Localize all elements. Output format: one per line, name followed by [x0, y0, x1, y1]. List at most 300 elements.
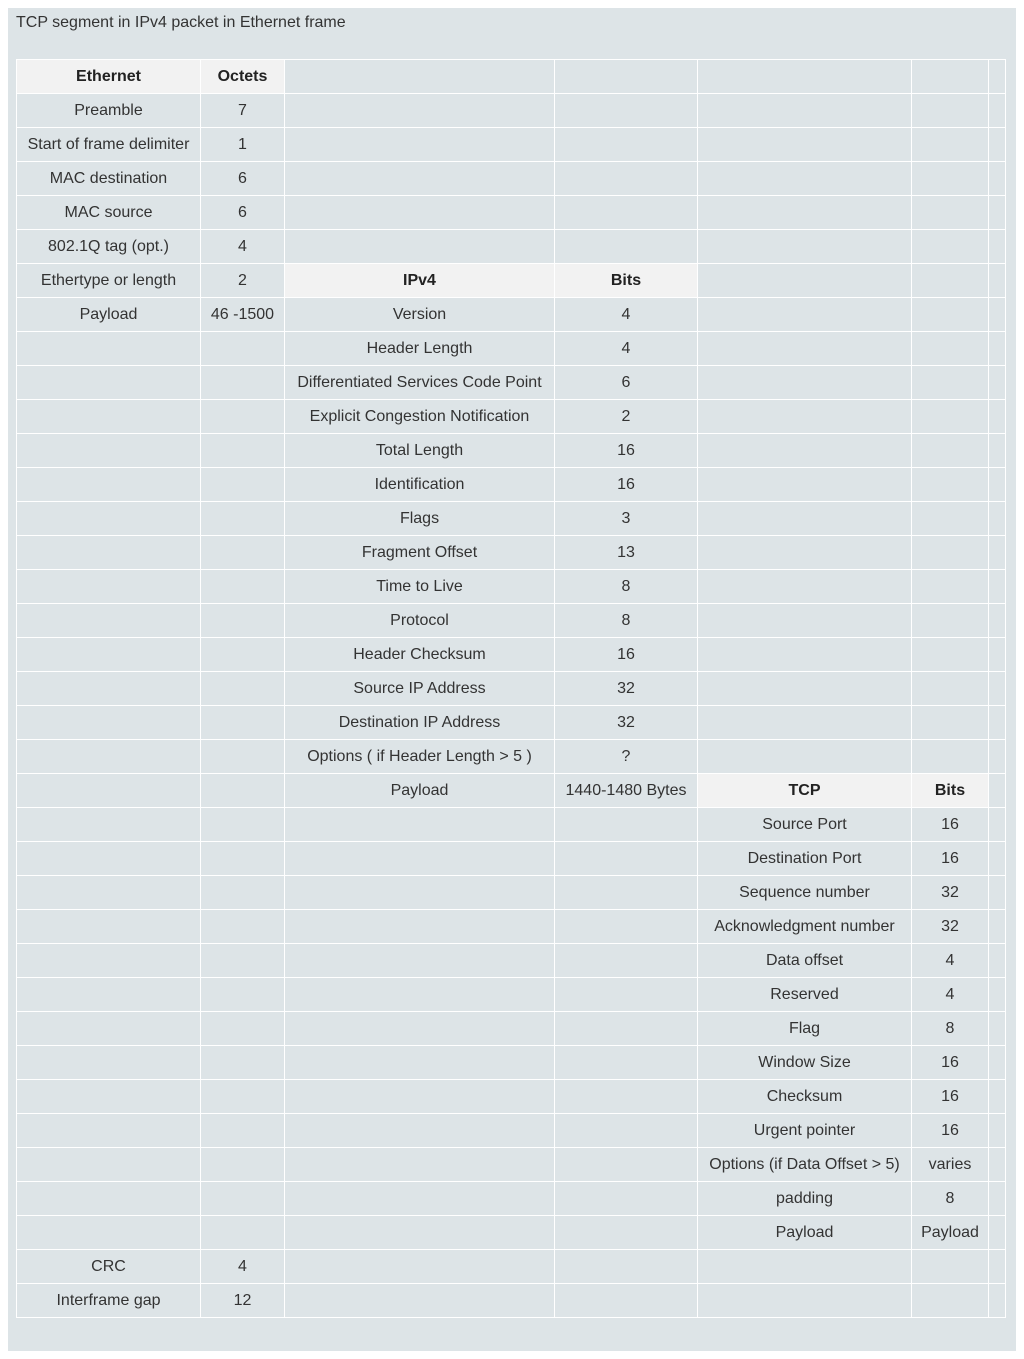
table-header-cell: Octets: [201, 60, 285, 94]
table-cell: Checksum: [698, 1080, 912, 1114]
table-cell: [989, 264, 1006, 298]
table-cell: [989, 1148, 1006, 1182]
table-cell: [555, 842, 698, 876]
table-cell: [698, 1284, 912, 1318]
table-cell: [989, 876, 1006, 910]
table-cell: [285, 944, 555, 978]
table-cell: [201, 400, 285, 434]
table-row: [17, 468, 1006, 502]
table-cell: [989, 1284, 1006, 1318]
table-cell: [555, 1114, 698, 1148]
table-cell: 2: [555, 400, 698, 434]
table-cell: [989, 128, 1006, 162]
table-row: [17, 366, 1006, 400]
table-cell: [912, 706, 989, 740]
table-cell: Destination IP Address: [285, 706, 555, 740]
table-cell: [17, 434, 201, 468]
table-cell: [912, 94, 989, 128]
table-cell: [912, 298, 989, 332]
table-cell: [989, 94, 1006, 128]
table-cell: 3: [555, 502, 698, 536]
table-cell: Data offset: [698, 944, 912, 978]
table-cell: [555, 1284, 698, 1318]
table-cell: 32: [912, 910, 989, 944]
table-cell: [285, 978, 555, 1012]
table-cell: [17, 604, 201, 638]
table-row: [17, 944, 1006, 978]
table-cell: [17, 1216, 201, 1250]
table-cell: [285, 1216, 555, 1250]
table-row: [17, 60, 1006, 94]
table-cell: 4: [201, 230, 285, 264]
table-cell: Window Size: [698, 1046, 912, 1080]
table-header-cell: Ethernet: [17, 60, 201, 94]
table-cell: [989, 706, 1006, 740]
table-cell: Payload: [698, 1216, 912, 1250]
table-cell: Total Length: [285, 434, 555, 468]
table-cell: [285, 1284, 555, 1318]
table-cell: Reserved: [698, 978, 912, 1012]
table-row: [17, 128, 1006, 162]
table-row: [17, 808, 1006, 842]
table-cell: [698, 502, 912, 536]
table-cell: [285, 910, 555, 944]
table-cell: [17, 536, 201, 570]
table-row: [17, 1250, 1006, 1284]
table-cell: [912, 740, 989, 774]
table-cell: 4: [201, 1250, 285, 1284]
table-row: [17, 162, 1006, 196]
table-cell: [698, 264, 912, 298]
table-cell: [912, 60, 989, 94]
table-cell: [698, 196, 912, 230]
table-cell: [17, 1012, 201, 1046]
table-cell: 4: [555, 298, 698, 332]
table-cell: [698, 1250, 912, 1284]
table-cell: Header Length: [285, 332, 555, 366]
table-cell: 6: [201, 196, 285, 230]
table-cell: Interframe gap: [17, 1284, 201, 1318]
table-cell: [698, 740, 912, 774]
table-row: [17, 400, 1006, 434]
table-cell: [17, 332, 201, 366]
table-row: [17, 196, 1006, 230]
table-cell: [17, 808, 201, 842]
table-cell: Preamble: [17, 94, 201, 128]
table-cell: [912, 162, 989, 196]
table-cell: [17, 366, 201, 400]
table-cell: Sequence number: [698, 876, 912, 910]
table-cell: [989, 1216, 1006, 1250]
table-cell: [698, 604, 912, 638]
table-cell: [285, 1080, 555, 1114]
table-cell: 8: [555, 604, 698, 638]
table-cell: [989, 400, 1006, 434]
table-cell: [201, 366, 285, 400]
table-cell: [285, 1114, 555, 1148]
table-row: [17, 230, 1006, 264]
table-cell: [989, 672, 1006, 706]
table-cell: [201, 1046, 285, 1080]
table-cell: Acknowledgment number: [698, 910, 912, 944]
table-cell: 1440-1480 Bytes: [555, 774, 698, 808]
table-cell: [698, 332, 912, 366]
table-cell: [555, 978, 698, 1012]
table-cell: [698, 162, 912, 196]
table-cell: [912, 400, 989, 434]
table-cell: 7: [201, 94, 285, 128]
table-cell: Header Checksum: [285, 638, 555, 672]
table-cell: [17, 1182, 201, 1216]
table-cell: Options (if Data Offset > 5): [698, 1148, 912, 1182]
table-cell: [989, 1046, 1006, 1080]
table-cell: ?: [555, 740, 698, 774]
table-cell: [912, 536, 989, 570]
table-cell: [201, 740, 285, 774]
table-row: [17, 1148, 1006, 1182]
table-cell: 16: [555, 434, 698, 468]
table-cell: 16: [912, 1114, 989, 1148]
table-cell: [285, 876, 555, 910]
table-cell: [285, 1250, 555, 1284]
table-cell: [698, 400, 912, 434]
table-cell: [201, 1012, 285, 1046]
table-row: [17, 1046, 1006, 1080]
table-cell: [989, 230, 1006, 264]
table-cell: [912, 366, 989, 400]
table-row: [17, 94, 1006, 128]
table-cell: 16: [912, 842, 989, 876]
table-cell: [17, 1080, 201, 1114]
table-cell: [201, 502, 285, 536]
table-cell: 802.1Q tag (opt.): [17, 230, 201, 264]
table-cell: [912, 502, 989, 536]
table-row: [17, 298, 1006, 332]
table-cell: [989, 808, 1006, 842]
table-row: [17, 706, 1006, 740]
table-cell: Fragment Offset: [285, 536, 555, 570]
table-cell: Start of frame delimiter: [17, 128, 201, 162]
table-cell: varies: [912, 1148, 989, 1182]
table-cell: 6: [555, 366, 698, 400]
table-cell: 16: [912, 808, 989, 842]
table-cell: [989, 570, 1006, 604]
table-cell: [17, 842, 201, 876]
table-cell: 8: [912, 1182, 989, 1216]
table-row: [17, 434, 1006, 468]
table-cell: [989, 536, 1006, 570]
table-cell: [201, 910, 285, 944]
table-cell: Time to Live: [285, 570, 555, 604]
table-cell: [989, 1114, 1006, 1148]
table-cell: [17, 978, 201, 1012]
table-cell: [555, 94, 698, 128]
table-cell: Destination Port: [698, 842, 912, 876]
table-row: [17, 264, 1006, 298]
table-cell: [989, 944, 1006, 978]
table-cell: Differentiated Services Code Point: [285, 366, 555, 400]
table-row: [17, 502, 1006, 536]
table-cell: [989, 468, 1006, 502]
table-cell: [912, 468, 989, 502]
table-cell: 16: [912, 1046, 989, 1080]
table-cell: [912, 604, 989, 638]
table-cell: [989, 638, 1006, 672]
table-cell: [698, 298, 912, 332]
table-cell: [201, 638, 285, 672]
table-cell: [201, 1148, 285, 1182]
table-cell: 16: [555, 468, 698, 502]
table-cell: [698, 672, 912, 706]
table-cell: [201, 808, 285, 842]
table-row: [17, 876, 1006, 910]
table-cell: [912, 1284, 989, 1318]
table-cell: [285, 842, 555, 876]
table-cell: [17, 944, 201, 978]
table-cell: Flags: [285, 502, 555, 536]
table-cell: [17, 1114, 201, 1148]
table-cell: [285, 128, 555, 162]
table-cell: [201, 672, 285, 706]
table-cell: [285, 1182, 555, 1216]
table-cell: [912, 434, 989, 468]
table-body: [17, 60, 1006, 1318]
table-row: [17, 774, 1006, 808]
table-cell: [201, 332, 285, 366]
table-row: [17, 842, 1006, 876]
table-cell: 32: [555, 706, 698, 740]
table-row: [17, 1216, 1006, 1250]
table-header-cell: Bits: [912, 774, 989, 808]
table-cell: [912, 638, 989, 672]
table-cell: [698, 60, 912, 94]
table-cell: 32: [555, 672, 698, 706]
table-cell: [698, 536, 912, 570]
table-cell: [17, 468, 201, 502]
table-cell: [555, 128, 698, 162]
table-cell: 16: [555, 638, 698, 672]
table-cell: [17, 740, 201, 774]
table-cell: [989, 196, 1006, 230]
table-cell: [698, 366, 912, 400]
table-cell: Payload: [912, 1216, 989, 1250]
table-cell: [201, 536, 285, 570]
table-cell: Urgent pointer: [698, 1114, 912, 1148]
table-cell: [698, 94, 912, 128]
table-cell: [285, 1148, 555, 1182]
table-cell: [555, 808, 698, 842]
table-cell: [989, 978, 1006, 1012]
table-cell: [17, 1148, 201, 1182]
table-cell: [555, 1250, 698, 1284]
table-cell: 6: [201, 162, 285, 196]
table-cell: [989, 162, 1006, 196]
table-cell: [17, 910, 201, 944]
table-cell: 46 -1500: [201, 298, 285, 332]
table-cell: 32: [912, 876, 989, 910]
table-cell: [912, 672, 989, 706]
table-cell: [201, 434, 285, 468]
table-row: [17, 332, 1006, 366]
table-row: [17, 570, 1006, 604]
table-cell: [989, 842, 1006, 876]
table-cell: MAC source: [17, 196, 201, 230]
table-cell: [989, 1250, 1006, 1284]
table-cell: [201, 1080, 285, 1114]
table-cell: [201, 774, 285, 808]
table-cell: Explicit Congestion Notification: [285, 400, 555, 434]
table-cell: Source Port: [698, 808, 912, 842]
table-cell: [989, 502, 1006, 536]
table-cell: [201, 1182, 285, 1216]
table-header-cell: IPv4: [285, 264, 555, 298]
table-cell: [989, 332, 1006, 366]
table-row: [17, 1114, 1006, 1148]
table-cell: Payload: [17, 298, 201, 332]
table-cell: 8: [912, 1012, 989, 1046]
table-cell: [555, 1148, 698, 1182]
table-cell: [989, 298, 1006, 332]
table-cell: [555, 162, 698, 196]
table-cell: 4: [912, 944, 989, 978]
table-cell: [989, 604, 1006, 638]
table-cell: [285, 162, 555, 196]
table-row: [17, 638, 1006, 672]
table-cell: [17, 774, 201, 808]
table-cell: [201, 876, 285, 910]
table-cell: 8: [555, 570, 698, 604]
table-cell: Source IP Address: [285, 672, 555, 706]
table-header-cell: Bits: [555, 264, 698, 298]
table-row: [17, 1012, 1006, 1046]
table-cell: [989, 740, 1006, 774]
table-cell: 2: [201, 264, 285, 298]
table-cell: [555, 910, 698, 944]
table-cell: [989, 1182, 1006, 1216]
table-cell: Ethertype or length: [17, 264, 201, 298]
table-cell: 13: [555, 536, 698, 570]
table-cell: [698, 230, 912, 264]
table-cell: [555, 1216, 698, 1250]
frame-structure-table: [16, 59, 1006, 1318]
table-cell: Flag: [698, 1012, 912, 1046]
table-cell: [201, 978, 285, 1012]
table-row: [17, 1182, 1006, 1216]
table-row: [17, 672, 1006, 706]
table-cell: [698, 128, 912, 162]
table-cell: [912, 332, 989, 366]
table-cell: [17, 400, 201, 434]
table-cell: [989, 60, 1006, 94]
table-cell: 1: [201, 128, 285, 162]
table-cell: [989, 434, 1006, 468]
table-cell: [17, 570, 201, 604]
table-row: [17, 604, 1006, 638]
table-cell: [555, 876, 698, 910]
table-row: [17, 1080, 1006, 1114]
table-cell: [912, 570, 989, 604]
table-cell: [555, 1012, 698, 1046]
table-row: [17, 536, 1006, 570]
table-cell: [201, 1216, 285, 1250]
table-cell: [285, 808, 555, 842]
table-cell: [555, 230, 698, 264]
table-cell: [201, 1114, 285, 1148]
table-cell: [285, 94, 555, 128]
table-cell: [989, 1012, 1006, 1046]
table-cell: Identification: [285, 468, 555, 502]
table-cell: [912, 1250, 989, 1284]
table-cell: [555, 196, 698, 230]
table-cell: 12: [201, 1284, 285, 1318]
table-cell: [285, 60, 555, 94]
table-cell: [17, 502, 201, 536]
table-cell: padding: [698, 1182, 912, 1216]
table-cell: [17, 672, 201, 706]
table-cell: [989, 366, 1006, 400]
table-cell: [698, 638, 912, 672]
table-cell: 4: [555, 332, 698, 366]
table-cell: [698, 706, 912, 740]
table-row: [17, 978, 1006, 1012]
table-cell: [285, 230, 555, 264]
table-cell: [285, 1046, 555, 1080]
table-cell: [912, 230, 989, 264]
table-cell: Version: [285, 298, 555, 332]
table-cell: [912, 196, 989, 230]
table-cell: Protocol: [285, 604, 555, 638]
table-cell: CRC: [17, 1250, 201, 1284]
table-cell: [17, 1046, 201, 1080]
table-cell: [201, 604, 285, 638]
table-cell: [912, 128, 989, 162]
table-row: [17, 740, 1006, 774]
table-cell: [698, 570, 912, 604]
table-cell: [17, 706, 201, 740]
table-row: [17, 910, 1006, 944]
table-cell: [201, 842, 285, 876]
table-cell: Payload: [285, 774, 555, 808]
table-cell: [555, 60, 698, 94]
table-cell: [201, 706, 285, 740]
table-cell: [17, 638, 201, 672]
table-header-cell: TCP: [698, 774, 912, 808]
table-cell: [201, 944, 285, 978]
table-cell: [555, 1046, 698, 1080]
table-cell: [989, 910, 1006, 944]
table-cell: [285, 1012, 555, 1046]
table-cell: [285, 196, 555, 230]
table-cell: Options ( if Header Length > 5 ): [285, 740, 555, 774]
table-cell: [555, 944, 698, 978]
table-cell: 4: [912, 978, 989, 1012]
table-cell: [201, 468, 285, 502]
table-cell: [555, 1182, 698, 1216]
table-cell: [698, 468, 912, 502]
table-panel: [8, 8, 1016, 1351]
table-cell: [201, 570, 285, 604]
table-cell: [989, 1080, 1006, 1114]
table-cell: [989, 774, 1006, 808]
table-row: [17, 1284, 1006, 1318]
table-cell: 16: [912, 1080, 989, 1114]
table-cell: [698, 434, 912, 468]
table-cell: [912, 264, 989, 298]
table-cell: MAC destination: [17, 162, 201, 196]
table-caption: TCP segment in IPv4 packet in Ethernet frame: [16, 14, 346, 31]
table-cell: [555, 1080, 698, 1114]
table-cell: [17, 876, 201, 910]
